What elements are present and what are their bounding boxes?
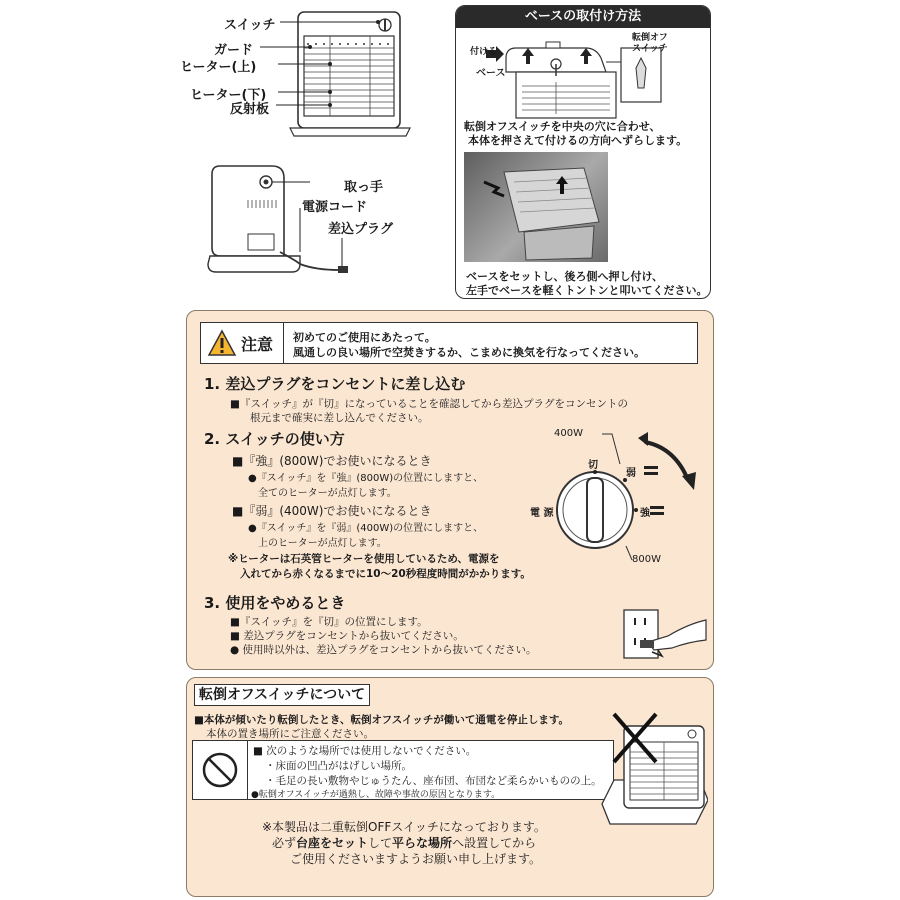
dial-off: 切: [588, 460, 598, 471]
prohibit-line4: ●転倒オフスイッチが過熱し、故障や事故の原因となります。: [251, 790, 501, 800]
dial-power: 電 源: [530, 508, 554, 519]
dial-400w: 400W: [554, 428, 583, 439]
footer-line2-e: へ設置してから: [452, 836, 537, 850]
footer-line2-d: 平らな場所: [392, 836, 453, 850]
step3-line2: ■ 差込プラグをコンセントから抜いてください。: [230, 630, 464, 642]
weak-line2: 上のヒーターが点灯します。: [258, 538, 387, 549]
footer-line2: [272, 834, 536, 851]
weak-line1: ●『スイッチ』を『弱』(400W)の位置にしますと、: [248, 523, 484, 534]
strong-title: ■『強』(800W)でお使いになるとき: [232, 454, 432, 468]
dial-weak: 弱: [626, 468, 636, 479]
label-reflector: 反射板: [230, 102, 270, 117]
label-switch: スイッチ: [224, 18, 276, 33]
label-tip-switch-2: スイッチ: [632, 44, 668, 54]
tilted-heater-illustration: [600, 708, 708, 828]
base-attach-title: ベースの取付け方法: [456, 6, 710, 28]
strong-line1: ●『スイッチ』を『強』(800W)の位置にしますと、: [248, 473, 484, 484]
outlet-illustration: [618, 606, 708, 662]
step3-line1: ■『スイッチ』を『切』の位置にします。: [230, 616, 428, 628]
caution-label: 注意: [241, 335, 274, 354]
label-power-cord: 電源コード: [302, 200, 368, 215]
base-attach-box: [455, 5, 711, 299]
step3-line3: ● 使用時以外は、差込プラグをコンセントから抜いてください。: [230, 644, 537, 656]
prohibited-icon: [201, 751, 239, 789]
dial-illustration: [520, 420, 710, 580]
back-diagram: [200, 160, 440, 290]
note-line1: ※ヒーターは石英管ヒーターを使用しているため、電源を: [228, 553, 500, 565]
base-step1-line1: 転倒オフスイッチを中央の穴に合わせ、: [464, 120, 661, 133]
tipover-title: 転倒オフスイッチについて: [194, 684, 370, 706]
step1-title: 1. 差込プラグをコンセントに差し込む: [204, 375, 466, 393]
tipover-line1: ■本体が傾いたり転倒したとき、転倒オフスイッチが働いて通電を停止します。: [194, 714, 570, 726]
footer-line3: ご使用くださいますようお願い申し上げます。: [290, 852, 542, 866]
base-step1-line2: 本体を押さえて付けるの方向へずらします。: [468, 134, 688, 147]
heater-front-illustration: [180, 8, 430, 148]
label-heater-upper: ヒーター(上): [180, 60, 257, 75]
prohibit-icon-cell: [193, 741, 248, 799]
footer-line1: ※本製品は二重転倒OFFスイッチになっております。: [262, 820, 546, 834]
tipover-line2: 本体の置き場所にご注意ください。: [206, 728, 374, 740]
label-base: ベース: [476, 68, 506, 79]
footer-line2-a: 必ず: [272, 836, 297, 850]
base-step2-line2: 左手でベースを軽くトントンと叩いてください。: [466, 284, 708, 297]
footer-line2-c: して: [368, 836, 393, 850]
step2-title: 2. スイッチの使い方: [204, 430, 345, 448]
base-step2-line1: ベースをセットし、後ろ側へ押し付け、: [466, 270, 664, 283]
prohibit-box: [192, 740, 614, 800]
dial-strong: 強: [640, 508, 650, 519]
base-photo: [464, 152, 608, 262]
caution-box: [200, 322, 698, 364]
label-attach: 付ける: [470, 47, 498, 57]
step3-title: 3. 使用をやめるとき: [204, 594, 346, 612]
label-plug: 差込プラグ: [328, 222, 394, 237]
caution-line1: 初めてのご使用にあたって。: [293, 331, 436, 344]
dial-figure: [520, 420, 710, 580]
warning-icon: [207, 329, 237, 357]
note-line2: 入れてから赤くなるまでに10〜20秒程度時間がかかります。: [240, 568, 531, 580]
dial-800w: 800W: [632, 554, 661, 565]
prohibit-line1: ■ 次のような場所では使用しないでください。: [253, 745, 477, 757]
prohibit-line3: ・毛足の長い敷物やじゅうたん、座布団、布団など柔らかいものの上。: [265, 775, 602, 787]
caution-line2: 風通しの良い場所で空焚きするか、こまめに換気を行なってください。: [293, 346, 645, 359]
label-heater-lower: ヒーター(下): [190, 88, 267, 103]
step1-line2: 根元まで確実に差し込んでください。: [250, 412, 429, 424]
footer-line2-b: 台座をセット: [296, 836, 369, 850]
heater-back-illustration: [200, 160, 440, 290]
label-handle: 取っ手: [344, 180, 384, 195]
prohibit-line2: ・床面の凹凸がはげしい場所。: [265, 760, 412, 772]
label-guard: ガード: [214, 43, 254, 58]
strong-line2: 全てのヒーターが点灯します。: [258, 488, 397, 499]
weak-title: ■『弱』(400W)でお使いになるとき: [232, 504, 432, 518]
step1-line1: ■『スイッチ』が『切』になっていることを確認してから差込プラグをコンセントの: [230, 398, 628, 410]
caution-label-box: [201, 323, 284, 363]
front-diagram: [180, 8, 430, 148]
label-tip-switch-1: 転倒オフ: [632, 33, 668, 43]
